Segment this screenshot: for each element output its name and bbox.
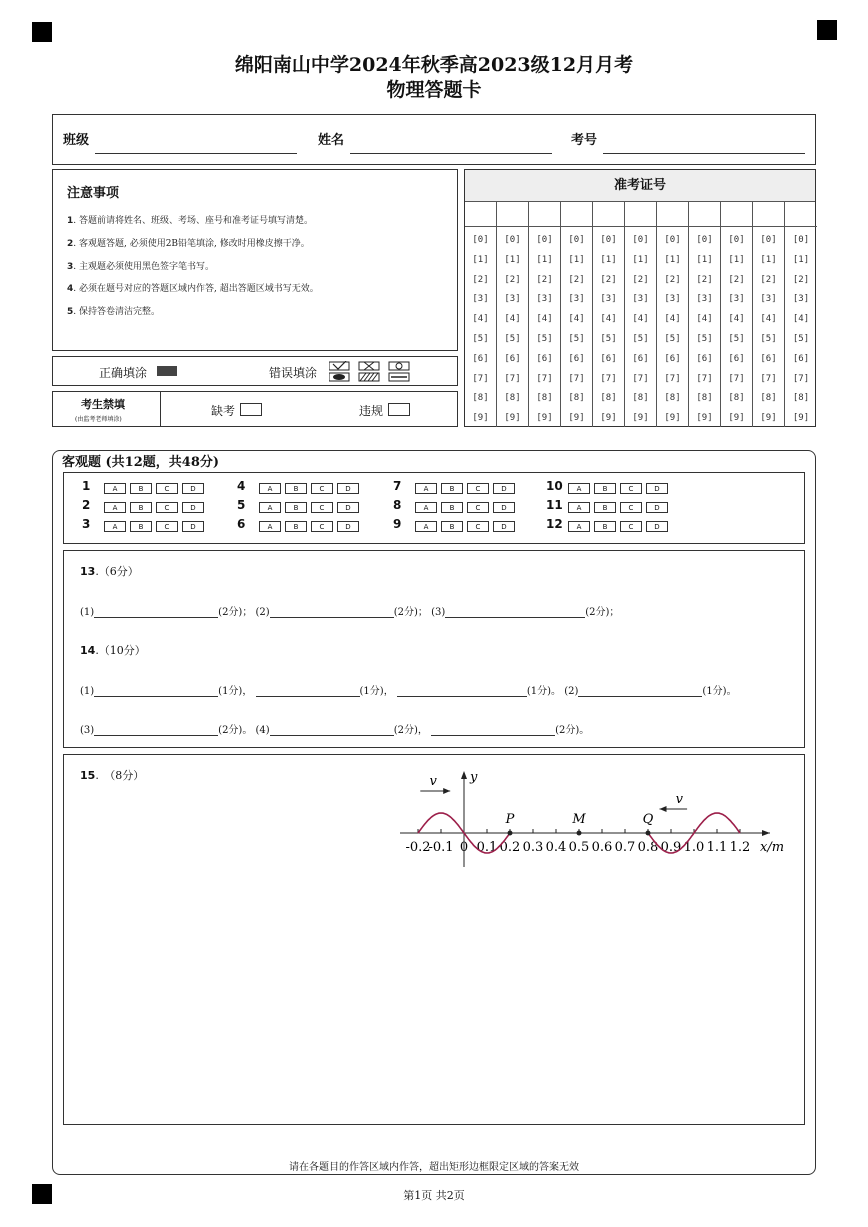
option-bubble-a[interactable]: A <box>415 521 437 532</box>
note-item: 5. 保持答卷清洁完整。 <box>67 307 160 317</box>
x-tick-label: 0.7 <box>614 840 636 855</box>
page-title: 绵阳南山中学2024年秋季高2023级12月月考 <box>234 54 634 76</box>
admission-digit-bubble[interactable]: [0] <box>600 235 617 245</box>
q13-blank-1[interactable] <box>94 617 218 618</box>
admission-digit-bubble[interactable]: [9] <box>664 413 681 424</box>
admission-digit-bubble[interactable]: [0] <box>696 235 713 245</box>
option-bubble-d[interactable]: D <box>646 502 668 513</box>
page-subtitle: 物理答题卡 <box>386 79 482 101</box>
page-number: 第1页 共2页 <box>403 1189 465 1202</box>
admission-digit-write-cell[interactable] <box>753 201 784 227</box>
admission-digit-bubble[interactable]: [4] <box>664 314 681 325</box>
admission-digit-bubble[interactable]: [5] <box>792 334 810 344</box>
option-bubble-d[interactable]: D <box>337 521 359 532</box>
velocity-label-right: v <box>675 792 683 807</box>
admission-digit-bubble[interactable]: [8] <box>792 393 810 404</box>
option-bubble-d[interactable]: D <box>182 483 204 494</box>
admission-digit-bubble[interactable]: [5] <box>632 334 649 344</box>
objective-question-number: 4 <box>237 479 246 493</box>
admission-digit-bubble[interactable]: [5] <box>536 334 553 344</box>
option-bubble-a[interactable]: A <box>568 483 590 494</box>
wrong-sample-hatch-lines <box>360 373 378 381</box>
admission-digit-bubble[interactable]: [8] <box>760 393 777 404</box>
note-item: 1. 答题前请将姓名、班级、考场、座号和准考证号填写清楚。 <box>67 216 313 226</box>
forbidden-divider <box>160 392 161 426</box>
option-bubble-c[interactable]: C <box>311 502 333 513</box>
admission-digit-bubble[interactable]: [8] <box>728 393 745 404</box>
admission-column <box>689 201 721 427</box>
admission-digit-bubble[interactable]: [6] <box>760 353 777 364</box>
admission-digit-bubble[interactable]: [8] <box>536 393 553 404</box>
option-bubble-b[interactable]: B <box>285 502 307 513</box>
x-tick-label: 0.9 <box>660 840 682 855</box>
option-bubble-a[interactable]: A <box>104 521 126 532</box>
admission-digit-bubble[interactable]: [1] <box>536 254 553 265</box>
violation-checkbox[interactable] <box>388 403 410 416</box>
admission-digit-bubble[interactable]: [6] <box>632 353 649 364</box>
admission-digit-bubble[interactable]: [0] <box>664 235 681 245</box>
admission-digit-bubble[interactable]: [1] <box>792 254 810 265</box>
admission-digit-bubble[interactable]: [3] <box>504 294 521 305</box>
admission-digit-bubble[interactable]: [2] <box>696 274 713 285</box>
x-axis-label: x/m <box>760 840 785 855</box>
x-tick-label: -0.1 <box>428 840 454 855</box>
admission-column <box>529 201 561 427</box>
admission-digit-bubble[interactable]: [2] <box>792 274 810 285</box>
admission-column <box>593 201 625 427</box>
admission-digit-bubble[interactable]: [7] <box>664 373 681 384</box>
admission-digit-bubble[interactable]: [8] <box>568 393 585 404</box>
admission-digit-bubble[interactable]: [8] <box>504 393 521 404</box>
option-bubble-c[interactable]: C <box>467 521 489 532</box>
admission-digit-bubble[interactable]: [4] <box>728 314 745 325</box>
x-tick-label: 0.4 <box>545 840 567 855</box>
admission-digit-bubble[interactable]: [6] <box>664 353 681 364</box>
point-m <box>577 831 582 836</box>
admission-digit-bubble[interactable]: [9] <box>792 413 810 424</box>
option-bubble-a[interactable]: A <box>104 502 126 513</box>
objective-option-row <box>259 502 363 513</box>
wave-chart <box>394 767 794 877</box>
option-bubble-c[interactable]: C <box>467 502 489 513</box>
admission-digit-bubble[interactable]: [8] <box>664 393 681 404</box>
admission-column <box>561 201 593 427</box>
admission-digit-bubble[interactable]: [2] <box>728 274 745 285</box>
admission-digit-bubble[interactable]: [2] <box>504 274 521 285</box>
objective-option-row <box>415 483 519 494</box>
admission-digit-bubble[interactable]: [5] <box>760 334 777 344</box>
admission-digit-bubble[interactable]: [1] <box>568 254 585 265</box>
q14-blank-3[interactable] <box>397 696 527 697</box>
point-p <box>508 831 513 836</box>
q14-blank-4[interactable] <box>578 696 702 697</box>
objective-question-number: 5 <box>237 498 246 512</box>
admission-digit-bubble[interactable]: [0] <box>536 235 553 245</box>
admission-digit-bubble[interactable]: [2] <box>472 274 489 285</box>
admission-grid <box>464 169 816 427</box>
admission-digit-bubble[interactable]: [9] <box>696 413 713 424</box>
admission-digit-bubble[interactable]: [3] <box>632 294 649 305</box>
objective-title: 客观题 (共12题，共48分) <box>62 455 220 470</box>
admission-digit-bubble[interactable]: [7] <box>728 373 745 384</box>
q15-box[interactable] <box>63 754 805 1125</box>
class-field[interactable] <box>95 153 297 154</box>
admission-digit-write-cell[interactable] <box>529 201 560 227</box>
objective-option-row <box>568 483 672 494</box>
admission-digit-bubble[interactable]: [8] <box>696 393 713 404</box>
admission-column <box>497 201 529 427</box>
violation-label: 违规 <box>359 404 384 418</box>
admission-digit-write-cell[interactable] <box>785 201 817 227</box>
admission-digit-bubble[interactable]: [1] <box>632 254 649 265</box>
point-label-q: Q <box>642 812 654 827</box>
option-bubble-c[interactable]: C <box>156 502 178 513</box>
admission-column <box>721 201 753 427</box>
option-bubble-b[interactable]: B <box>594 521 616 532</box>
notes-title: 注意事项 <box>67 186 120 201</box>
admission-digit-bubble[interactable]: [2] <box>600 274 617 285</box>
option-bubble-a[interactable]: A <box>259 483 281 494</box>
option-bubble-c[interactable]: C <box>620 483 642 494</box>
absent-checkbox[interactable] <box>240 403 262 416</box>
admission-digit-bubble[interactable]: [7] <box>568 373 585 384</box>
admission-digit-bubble[interactable]: [3] <box>472 294 489 305</box>
admission-digit-bubble[interactable]: [2] <box>568 274 585 285</box>
option-bubble-d[interactable]: D <box>646 521 668 532</box>
admission-digit-write-cell[interactable] <box>465 201 496 227</box>
objective-option-row <box>104 502 208 513</box>
admission-digit-bubble[interactable]: [6] <box>504 353 521 364</box>
admission-digit-bubble[interactable]: [6] <box>728 353 745 364</box>
objective-option-row <box>568 502 672 513</box>
objective-question-number: 3 <box>82 517 91 531</box>
q13-blank-2[interactable] <box>270 617 394 618</box>
admission-digit-bubble[interactable]: [1] <box>760 254 777 265</box>
x-tick-label: 1.1 <box>706 840 728 855</box>
admission-digit-bubble[interactable]: [9] <box>600 413 617 424</box>
option-bubble-d[interactable]: D <box>493 483 515 494</box>
admission-digit-bubble[interactable]: [0] <box>728 235 745 245</box>
admission-digit-bubble[interactable]: [2] <box>664 274 681 285</box>
note-item: 3. 主观题必须使用黑色签字笔书写。 <box>67 262 214 272</box>
admission-digit-bubble[interactable]: [6] <box>696 353 713 364</box>
objective-question-number: 9 <box>393 517 402 531</box>
x-tick-label: 0.8 <box>637 840 659 855</box>
admission-digit-bubble[interactable]: [7] <box>696 373 713 384</box>
option-bubble-d[interactable]: D <box>337 502 359 513</box>
admission-digit-bubble[interactable]: [0] <box>504 235 521 245</box>
admission-digit-bubble[interactable]: [9] <box>536 413 553 424</box>
admission-digit-bubble[interactable]: [4] <box>472 314 489 325</box>
admission-digit-bubble[interactable]: [4] <box>568 314 585 325</box>
admission-digit-bubble[interactable]: [6] <box>600 353 617 364</box>
forbidden-subtitle: (由监考老师填涂) <box>75 416 122 423</box>
q14-blank-7[interactable] <box>431 735 555 736</box>
option-bubble-d[interactable]: D <box>182 502 204 513</box>
q13-number: 13.（6分） <box>80 565 139 578</box>
option-bubble-c[interactable]: C <box>156 483 178 494</box>
name-field[interactable] <box>350 153 552 154</box>
wrong-sample-dot-fill <box>333 374 345 380</box>
objective-question-number: 12 <box>546 517 563 531</box>
admission-digit-write-cell[interactable] <box>657 201 688 227</box>
option-bubble-d[interactable]: D <box>493 521 515 532</box>
option-bubble-d[interactable]: D <box>646 483 668 494</box>
admission-digit-write-cell[interactable] <box>689 201 720 227</box>
admission-digit-bubble[interactable]: [5] <box>696 334 713 344</box>
admission-digit-write-cell[interactable] <box>561 201 592 227</box>
q14-blank-6[interactable] <box>270 735 394 736</box>
admission-digit-bubble[interactable]: [0] <box>472 235 489 245</box>
objective-option-row <box>259 521 363 532</box>
admission-digit-bubble[interactable]: [9] <box>568 413 585 424</box>
option-bubble-b[interactable]: B <box>130 483 152 494</box>
admission-digit-bubble[interactable]: [9] <box>504 413 521 424</box>
admission-column <box>465 201 497 427</box>
admission-digit-bubble[interactable]: [4] <box>792 314 810 325</box>
velocity-arrowhead-right <box>660 806 667 812</box>
admission-digit-bubble[interactable]: [3] <box>568 294 585 305</box>
point-label-p: P <box>505 812 515 827</box>
objective-option-row <box>568 521 672 532</box>
objective-question-number: 1 <box>82 479 91 493</box>
objective-box <box>63 472 805 544</box>
student-info-box <box>52 114 816 165</box>
wrong-sample-circle-mark <box>396 363 402 369</box>
option-bubble-b[interactable]: B <box>285 521 307 532</box>
admission-column <box>625 201 657 427</box>
option-bubble-b[interactable]: B <box>130 502 152 513</box>
admission-digit-bubble[interactable]: [2] <box>632 274 649 285</box>
forbidden-title: 考生禁填 <box>81 398 125 411</box>
admission-digit-bubble[interactable]: [8] <box>632 393 649 404</box>
admission-digit-bubble[interactable]: [5] <box>600 334 617 344</box>
admission-digit-bubble[interactable]: [7] <box>792 373 810 384</box>
objective-question-number: 8 <box>393 498 402 512</box>
x-tick-label: 0.1 <box>476 840 498 855</box>
option-bubble-a[interactable]: A <box>259 502 281 513</box>
q14-blank-5[interactable] <box>94 735 218 736</box>
admission-digit-bubble[interactable]: [6] <box>792 353 810 364</box>
admission-digit-bubble[interactable]: [4] <box>536 314 553 325</box>
q14-answer-line-1: (1) (1分)， (1分)， (1分)。 (2) (1分)。 <box>80 686 737 697</box>
x-tick-label: -0.2 <box>405 840 431 855</box>
option-bubble-b[interactable]: B <box>594 502 616 513</box>
admission-title: 准考证号 <box>465 170 815 202</box>
q14-blank-2[interactable] <box>256 696 360 697</box>
option-bubble-b[interactable]: B <box>130 521 152 532</box>
admission-digit-bubble[interactable]: [1] <box>728 254 745 265</box>
option-bubble-c[interactable]: C <box>620 521 642 532</box>
admission-digit-bubble[interactable]: [5] <box>504 334 521 344</box>
admission-digit-bubble[interactable]: [3] <box>792 294 810 305</box>
option-bubble-c[interactable]: C <box>311 521 333 532</box>
admission-digit-bubble[interactable]: [6] <box>536 353 553 364</box>
admission-digit-bubble[interactable]: [8] <box>472 393 489 404</box>
option-bubble-b[interactable]: B <box>594 483 616 494</box>
objective-option-row <box>415 502 519 513</box>
q14-blank-1[interactable] <box>94 696 218 697</box>
admission-digit-bubble[interactable]: [9] <box>760 413 777 424</box>
admission-digit-bubble[interactable]: [5] <box>664 334 681 344</box>
option-bubble-c[interactable]: C <box>620 502 642 513</box>
admission-digit-write-cell[interactable] <box>497 201 528 227</box>
admission-digit-bubble[interactable]: [1] <box>472 254 489 265</box>
admission-digit-bubble[interactable]: [1] <box>600 254 617 265</box>
exam-no-label: 考号 <box>571 133 598 148</box>
admission-digit-bubble[interactable]: [5] <box>728 334 745 344</box>
y-axis-label: y <box>470 770 478 785</box>
admission-digit-bubble[interactable]: [7] <box>760 373 777 384</box>
forbidden-box <box>52 391 458 427</box>
admission-digit-bubble[interactable]: [8] <box>600 393 617 404</box>
admission-digit-write-cell[interactable] <box>721 201 752 227</box>
admission-digit-bubble[interactable]: [0] <box>760 235 777 245</box>
corner-mark-top-left <box>32 22 52 42</box>
admission-digit-bubble[interactable]: [3] <box>600 294 617 305</box>
exam-no-field[interactable] <box>603 153 805 154</box>
admission-digit-bubble[interactable]: [7] <box>632 373 649 384</box>
objective-question-number: 10 <box>546 479 563 493</box>
name-label: 姓名 <box>318 133 345 148</box>
admission-digit-bubble[interactable]: [0] <box>632 235 649 245</box>
objective-question-number: 6 <box>237 517 246 531</box>
wrong-fill-samples <box>329 361 413 383</box>
admission-digit-bubble[interactable]: [9] <box>728 413 745 424</box>
admission-digit-bubble[interactable]: [7] <box>504 373 521 384</box>
x-tick-label: 0.6 <box>591 840 613 855</box>
admission-digit-bubble[interactable]: [6] <box>568 353 585 364</box>
admission-digit-bubble[interactable]: [4] <box>632 314 649 325</box>
admission-digit-bubble[interactable]: [9] <box>472 413 489 424</box>
velocity-arrowhead-left <box>443 788 450 794</box>
admission-digit-bubble[interactable]: [3] <box>728 294 745 305</box>
correct-fill-label: 正确填涂 <box>99 366 148 380</box>
admission-digit-bubble[interactable]: [1] <box>504 254 521 265</box>
option-bubble-c[interactable]: C <box>311 483 333 494</box>
correct-fill-sample <box>157 366 177 376</box>
objective-option-row <box>259 483 363 494</box>
admission-digit-bubble[interactable]: [9] <box>632 413 649 424</box>
option-bubble-c[interactable]: C <box>467 483 489 494</box>
admission-digit-bubble[interactable]: [1] <box>664 254 681 265</box>
footer-note: 请在各题目的作答区域内作答，超出矩形边框限定区域的答案无效 <box>289 1162 579 1173</box>
objective-option-row <box>104 521 208 532</box>
option-bubble-a[interactable]: A <box>415 483 437 494</box>
admission-digit-bubble[interactable]: [6] <box>472 353 489 364</box>
admission-digit-bubble[interactable]: [4] <box>504 314 521 325</box>
corner-mark-top-right <box>817 20 837 40</box>
option-bubble-b[interactable]: B <box>285 483 307 494</box>
note-item: 2. 客观题答题, 必须使用2B铅笔填涂, 修改时用橡皮擦干净。 <box>67 239 310 249</box>
option-bubble-b[interactable]: B <box>441 521 463 532</box>
fill-example-box <box>52 356 458 386</box>
admission-digit-bubble[interactable]: [3] <box>760 294 777 305</box>
x-tick-label: 0 <box>459 840 469 855</box>
x-tick-label: 0.2 <box>499 840 521 855</box>
admission-digit-bubble[interactable]: [5] <box>568 334 585 344</box>
admission-digit-bubble[interactable]: [5] <box>472 334 489 344</box>
point-q <box>646 831 651 836</box>
q13-box <box>63 550 805 748</box>
objective-question-number: 7 <box>393 479 402 493</box>
option-bubble-a[interactable]: A <box>415 502 437 513</box>
admission-digit-write-cell[interactable] <box>593 201 624 227</box>
admission-digit-bubble[interactable]: [2] <box>536 274 553 285</box>
option-bubble-d[interactable]: D <box>337 483 359 494</box>
q13-answer-line: (1) (2分)； (2) (2分)； (3) (2分)； <box>80 607 620 618</box>
admission-column <box>785 201 817 427</box>
admission-digit-bubble[interactable]: [1] <box>696 254 713 265</box>
option-bubble-a[interactable]: A <box>568 521 590 532</box>
option-bubble-b[interactable]: B <box>441 483 463 494</box>
x-axis-arrow <box>762 830 770 836</box>
admission-digit-bubble[interactable]: [4] <box>760 314 777 325</box>
objective-option-row <box>415 521 519 532</box>
option-bubble-a[interactable]: A <box>568 502 590 513</box>
admission-digit-bubble[interactable]: [7] <box>536 373 553 384</box>
class-label: 班级 <box>63 133 90 148</box>
objective-question-number: 11 <box>546 498 563 512</box>
admission-digit-bubble[interactable]: [0] <box>792 235 810 245</box>
option-bubble-b[interactable]: B <box>441 502 463 513</box>
absent-label: 缺考 <box>211 404 236 418</box>
option-bubble-c[interactable]: C <box>156 521 178 532</box>
objective-question-number: 2 <box>82 498 91 512</box>
admission-digit-bubble[interactable]: [4] <box>600 314 617 325</box>
x-tick-label: 0.5 <box>568 840 590 855</box>
option-bubble-d[interactable]: D <box>182 521 204 532</box>
admission-digit-bubble[interactable]: [0] <box>568 235 585 245</box>
admission-digit-write-cell[interactable] <box>625 201 656 227</box>
option-bubble-d[interactable]: D <box>493 502 515 513</box>
option-bubble-a[interactable]: A <box>259 521 281 532</box>
admission-digit-bubble[interactable]: [3] <box>664 294 681 305</box>
wrong-fill-label: 错误填涂 <box>269 366 318 380</box>
admission-column <box>657 201 689 427</box>
x-tick-label: 1.0 <box>683 840 705 855</box>
q14-answer-line-2: (3) (2分)。 (4) (2分)， (2分)。 <box>80 725 590 736</box>
objective-option-row <box>104 483 208 494</box>
notes-box <box>52 169 458 351</box>
wrong-sample-cross-mark <box>364 362 374 370</box>
x-tick-label: 1.2 <box>729 840 751 855</box>
velocity-label-left: v <box>429 774 437 789</box>
admission-digit-bubble[interactable]: [3] <box>696 294 713 305</box>
q13-blank-3[interactable] <box>445 617 585 618</box>
admission-digit-bubble[interactable]: [3] <box>536 294 553 305</box>
point-label-m: M <box>572 812 586 827</box>
admission-digit-bubble[interactable]: [7] <box>600 373 617 384</box>
q15-number: 15. （8分） <box>80 769 145 782</box>
admission-digit-bubble[interactable]: [2] <box>760 274 777 285</box>
note-item: 4. 必须在题号对应的答题区域内作答, 超出答题区域书写无效。 <box>67 284 319 294</box>
x-tick-label: 0.3 <box>522 840 544 855</box>
admission-digit-bubble[interactable]: [7] <box>472 373 489 384</box>
y-axis-arrow <box>461 771 467 779</box>
admission-digit-bubble[interactable]: [4] <box>696 314 713 325</box>
q14-number: 14.（10分） <box>80 644 146 657</box>
option-bubble-a[interactable]: A <box>104 483 126 494</box>
admission-column <box>753 201 785 427</box>
